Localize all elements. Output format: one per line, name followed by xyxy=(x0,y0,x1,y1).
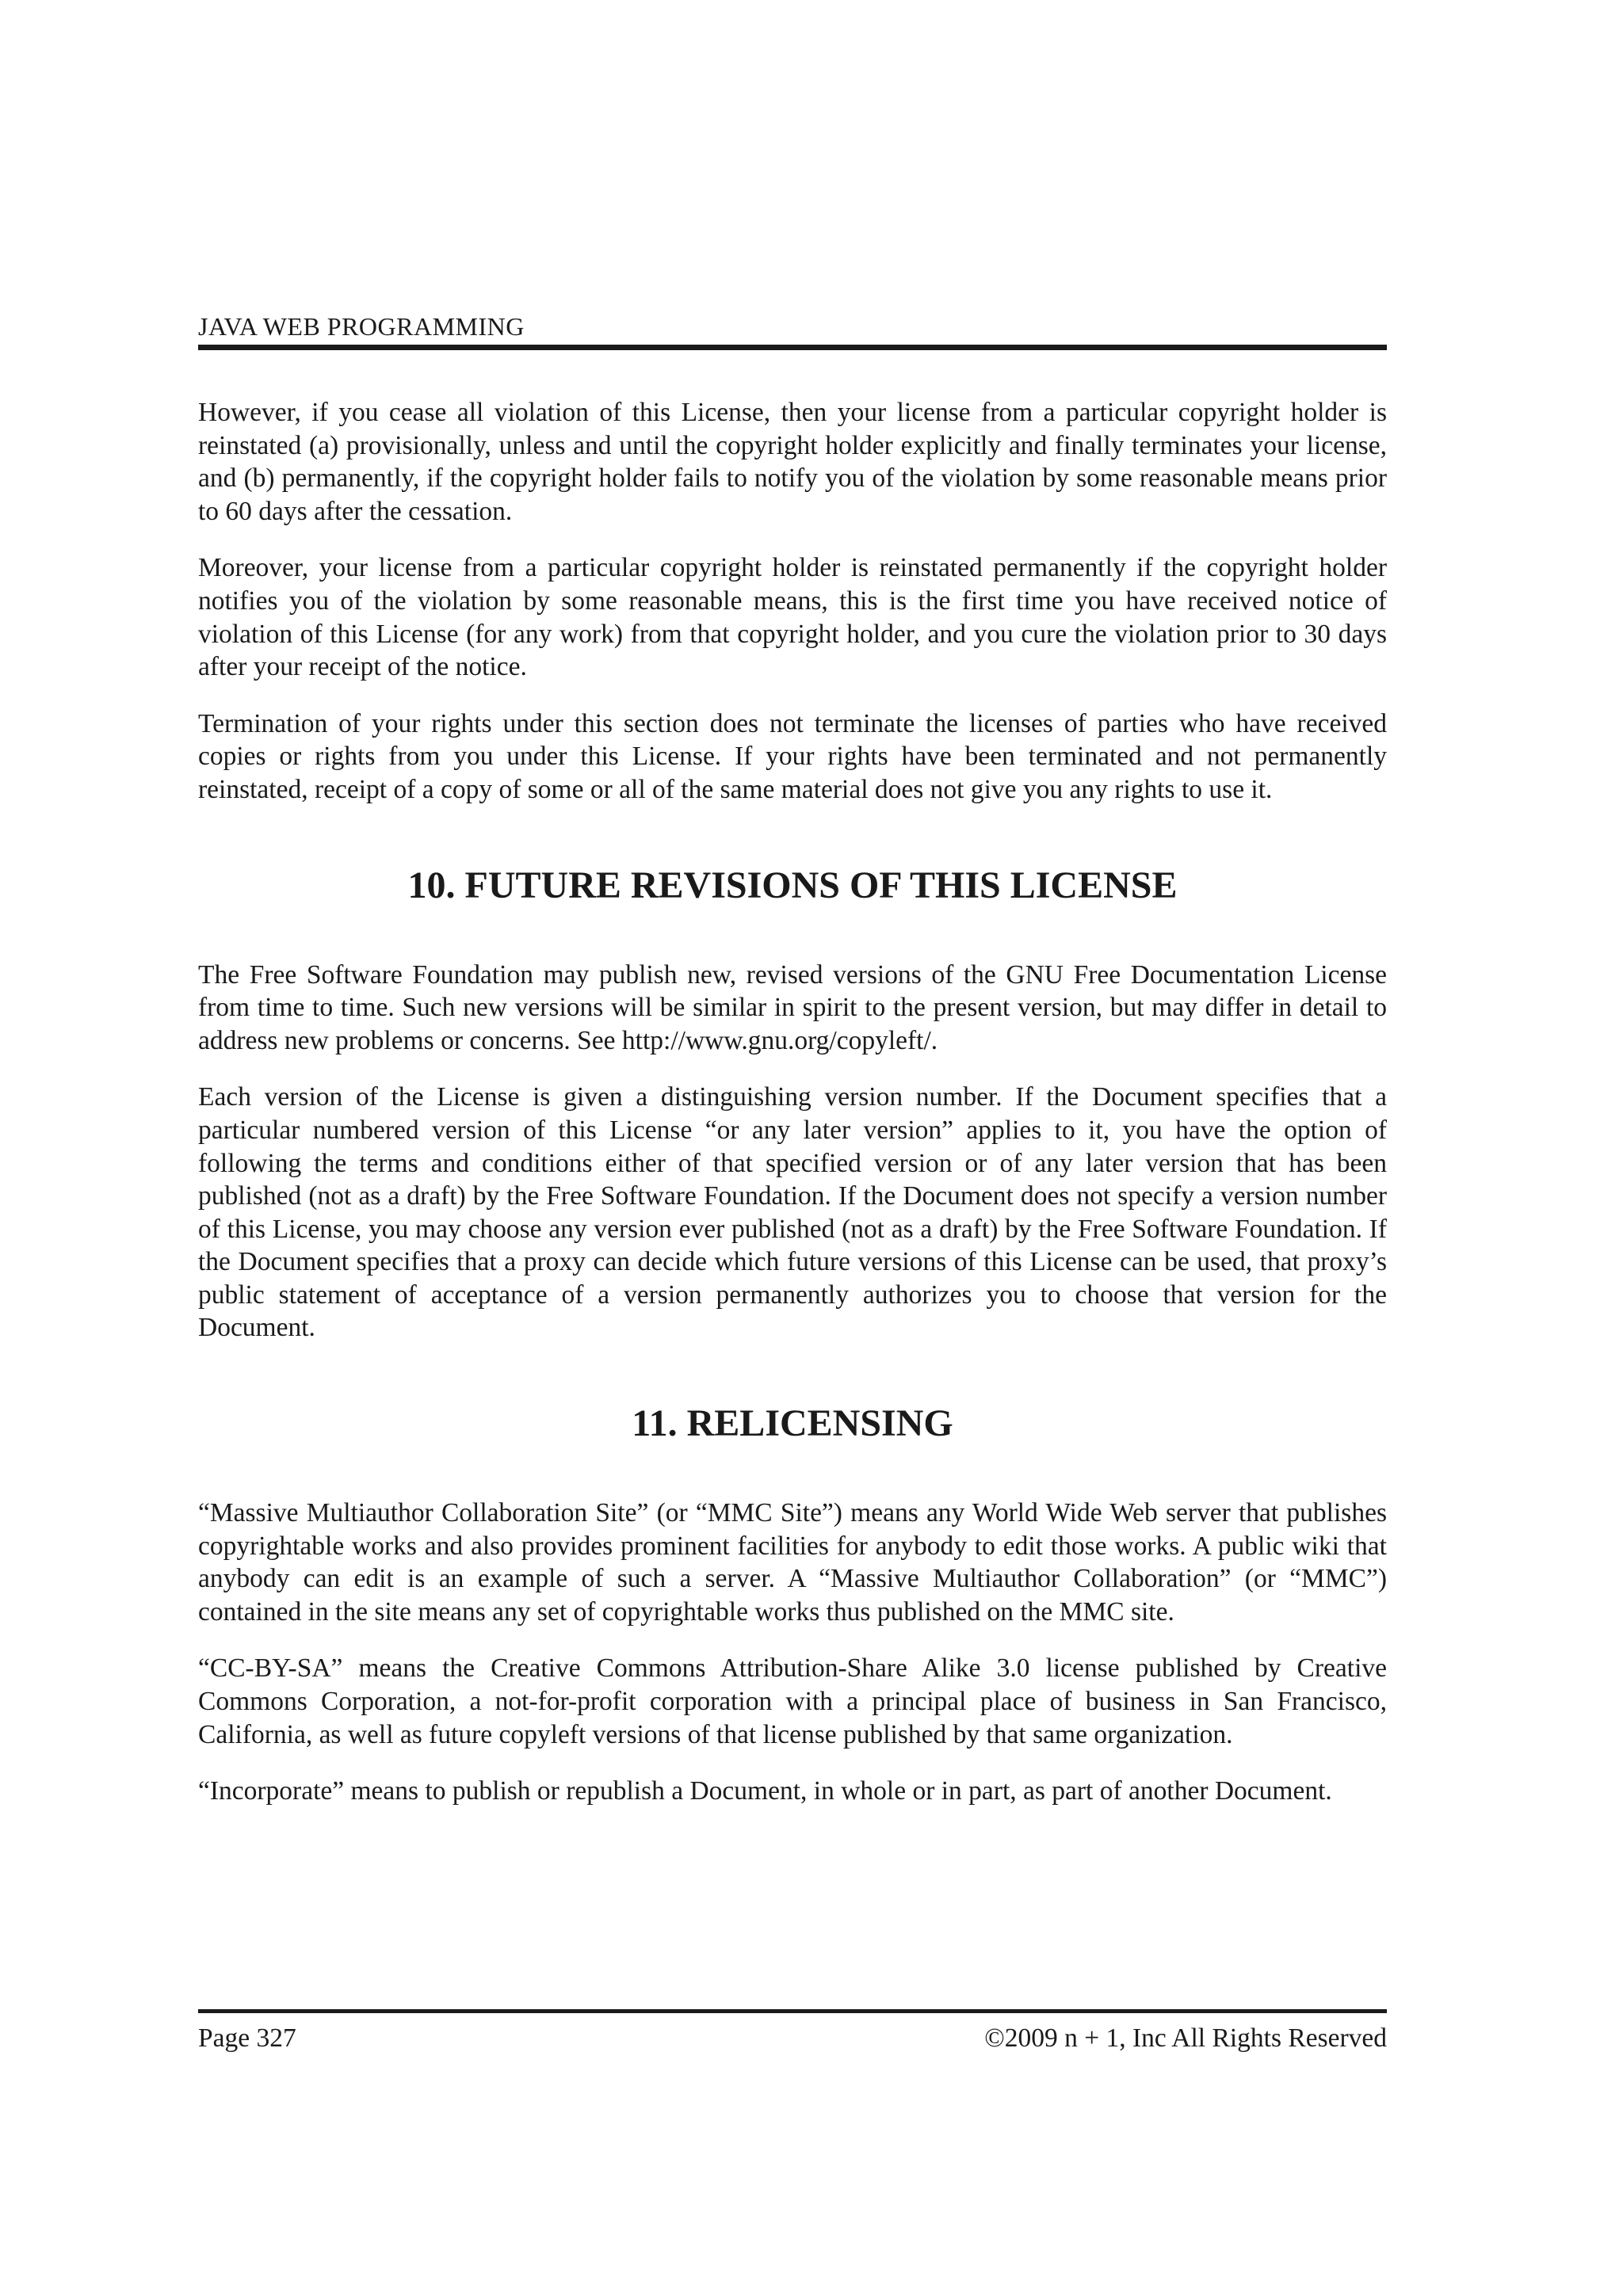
section-heading-future-revisions: 10. FUTURE REVISIONS OF THIS LICENSE xyxy=(407,864,1178,906)
paragraph-reinstated-permanently: Moreover, your license from a particular copyright holder is reinstated permanently if the copyright holder notifies you of the violation by some reasonable means, this is the first time you have received notice of violation of this License (for any work) from that copyright holder, and you cure the violation prior to 30 days after your receipt of the notice. xyxy=(198,553,1387,682)
paragraph-termination-reinstated: However, if you cease all violation of this License, then your license from a particular copyright holder is reinstated (a) provisionally, unless and until the copyright holder explicitly and finally terminates your license, and (b) permanently, if the copyright holder fails to notify you of the violation by some reasonable means prior to 60 days after the cessation. xyxy=(198,398,1387,526)
running-header-title: JAVA WEB PROGRAMMING xyxy=(198,312,525,341)
paragraph-incorporate: “Incorporate” means to publish or republish a Document, in whole or in part, as part of another Document. xyxy=(198,1776,1332,1806)
paragraph-mmc-site: “Massive Multiauthor Collaboration Site” (or “MMC Site”) means any World Wide Web server that publishes copyrightable works and also provides prominent facilities for anybody to edit those works. A public wiki that anybody can edit is an example of such a server. A “Massive Multiauthor Collaboration” (or “MMC”) contained in the site means any set of copyrightable works thus published on the MMC site. xyxy=(198,1498,1387,1627)
paragraph-cc-by-sa: “CC-BY-SA” means the Creative Commons Attribution-Share Alike 3.0 license published by Creative Commons Corporation, a not-for-profit corporation with a principal place of business in San Francisco, California, as well as future copyleft versions of that license published by that same organization. xyxy=(198,1653,1387,1749)
paragraph-termination-rights: Termination of your rights under this section does not terminate the licenses of parties who have received copies or rights from you under this License. If your rights have been terminated and not permanently reinstated, receipt of a copy of some or all of the same material does not give you any rights to use it. xyxy=(198,708,1387,804)
document-page xyxy=(198,0,1387,2296)
paragraph-fsf-new-versions: The Free Software Foundation may publish new, revised versions of the GNU Free Documentation License from time to time. Such new versions will be similar in spirit to the present version, but may differ in detail to address new problems or concerns. See http://www.gnu.org/copyleft/. xyxy=(198,959,1387,1055)
page-body xyxy=(198,396,1387,1832)
footer-rule xyxy=(198,2009,1387,2013)
section-heading-relicensing: 11. RELICENSING xyxy=(632,1402,953,1445)
page-number: Page 327 xyxy=(198,2023,296,2053)
copyright-notice: ©2009 n + 1, Inc All Rights Reserved xyxy=(984,2023,1387,2053)
paragraph-version-number: Each version of the License is given a distinguishing version number. If the Document specifies that a particular numbered version of this License “or any later version” applies to it, you have the option of following the terms and conditions either of that specified version or of any later version that has been published (not as a draft) by the Free Software Foundation. If the Document does not specify a version number of this License, you may choose any version ever published (not as a draft) by the Free Software Foundation. If the Document specifies that a proxy can decide which future versions of this License can be used, that proxy’s public statement of acceptance of a version permanently authorizes you to choose that version for the Document. xyxy=(198,1082,1387,1343)
header-rule xyxy=(198,345,1387,350)
